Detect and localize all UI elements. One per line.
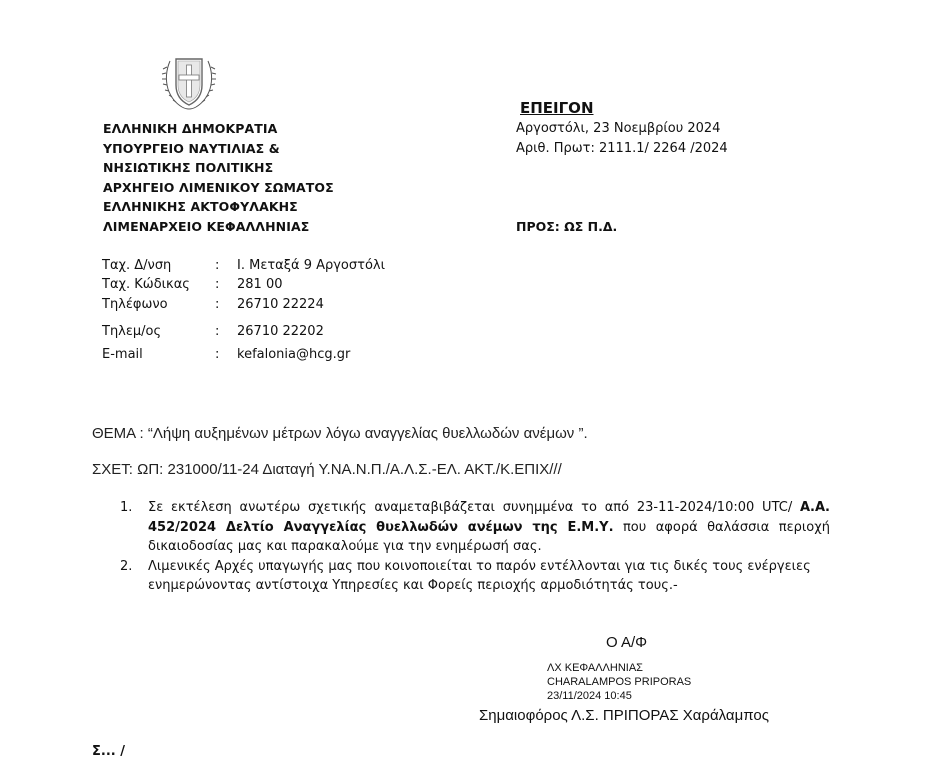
org-line-5: ΕΛΛΗΝΙΚΗΣ ΑΚΤΟΦΥΛΑΚΗΣ bbox=[103, 199, 298, 214]
stamp-line-2: CHARALAMPOS PRIPORAS bbox=[547, 676, 692, 688]
recipient: ΠΡΟΣ: ΩΣ Π.Δ. bbox=[516, 219, 618, 234]
footer-fragment: Σ... / bbox=[92, 744, 125, 759]
item-text: Σε εκτέλεση ανωτέρω σχετικής αναμεταβιβάζεται συνημμένα το από 23-11-2024/10:00 UTC/ Α.Α. 452/2024 Δελτίο Αναγγελίας θυελλωδών ανέμων της Ε.Μ.Υ. που αφορά θαλάσσια περιοχή δικαιοδοσίας μας και παρακαλούμε για την ενημέρωσή σας. bbox=[148, 500, 830, 554]
reference-line: ΣΧΕΤ: ΩΠ: 231000/11-24 Διαταγή Υ.ΝΑ.Ν.Π./Α.Λ.Σ.-ΕΛ. ΑΚΤ./Κ.ΕΠΙΧ/// bbox=[92, 461, 562, 478]
org-line-4: ΑΡΧΗΓΕΙΟ ΛΙΜΕΝΙΚΟΥ ΣΩΜΑΤΟΣ bbox=[103, 180, 334, 195]
postcode-label: Ταχ. Κώδικας bbox=[102, 277, 190, 292]
item-number: 2. bbox=[120, 558, 133, 574]
stamp-line-3: 23/11/2024 10:45 bbox=[547, 690, 632, 702]
body-list bbox=[120, 498, 830, 596]
phone-label: Τηλέφωνο bbox=[102, 297, 168, 312]
greek-coat-of-arms-emblem bbox=[158, 55, 220, 113]
item-number: 1. bbox=[120, 500, 133, 515]
colon: : bbox=[215, 277, 220, 292]
org-line-3: ΝΗΣΙΩΤΙΚΗΣ ΠΟΛΙΤΙΚΗΣ bbox=[103, 160, 274, 175]
urgency-label: ΕΠΕΙΓΟΝ bbox=[520, 99, 594, 117]
colon: : bbox=[215, 324, 220, 339]
item-text: Λιμενικές Αρχές υπαγωγής μας που κοινοποιείται το παρόν εντέλλονται για τις δικές τους ενέργειες ενημερώνοντας αντίστοιχα Υπηρεσίες και Φορείς περιοχής αρμοδιότητάς τους.- bbox=[148, 558, 811, 593]
signature-title: Ο Α/Φ bbox=[606, 634, 648, 651]
signatory-name: Σημαιοφόρος Λ.Σ. ΠΡΙΠΟΡΑΣ Χαράλαμπος bbox=[479, 707, 769, 724]
list-item bbox=[120, 557, 830, 596]
address-value: Ι. Μεταξά 9 Αργοστόλι bbox=[237, 258, 385, 273]
phone-value: 26710 22224 bbox=[237, 297, 324, 312]
list-item bbox=[120, 498, 830, 557]
protocol-number: Αριθ. Πρωτ: 2111.1/ 2264 /2024 bbox=[516, 141, 728, 156]
colon: : bbox=[215, 297, 220, 312]
subject-line: ΘΕΜΑ : “Λήψη αυξημένων μέτρων λόγω αναγγελίας θυελλωδών ανέμων ”. bbox=[92, 425, 588, 442]
org-line-1: ΕΛΛΗΝΙΚΗ ΔΗΜΟΚΡΑΤΙΑ bbox=[103, 121, 278, 136]
stamp-line-1: ΛΧ ΚΕΦΑΛΛΗΝΙΑΣ bbox=[547, 662, 643, 674]
postcode-value: 281 00 bbox=[237, 277, 283, 292]
email-value: kefalonia@hcg.gr bbox=[237, 347, 351, 362]
org-line-2: ΥΠΟΥΡΓΕΙΟ ΝΑΥΤΙΛΙΑΣ & bbox=[103, 141, 280, 156]
email-label: E-mail bbox=[102, 347, 143, 362]
colon: : bbox=[215, 347, 220, 362]
colon: : bbox=[215, 258, 220, 273]
fax-value: 26710 22202 bbox=[237, 324, 324, 339]
fax-label: Τηλεμ/ος bbox=[102, 324, 162, 339]
place-date: Αργοστόλι, 23 Νοεμβρίου 2024 bbox=[516, 121, 721, 136]
org-line-6: ΛΙΜΕΝΑΡΧΕΙΟ ΚΕΦΑΛΛΗΝΙΑΣ bbox=[103, 219, 310, 234]
address-label: Ταχ. Δ/νση bbox=[102, 258, 172, 273]
